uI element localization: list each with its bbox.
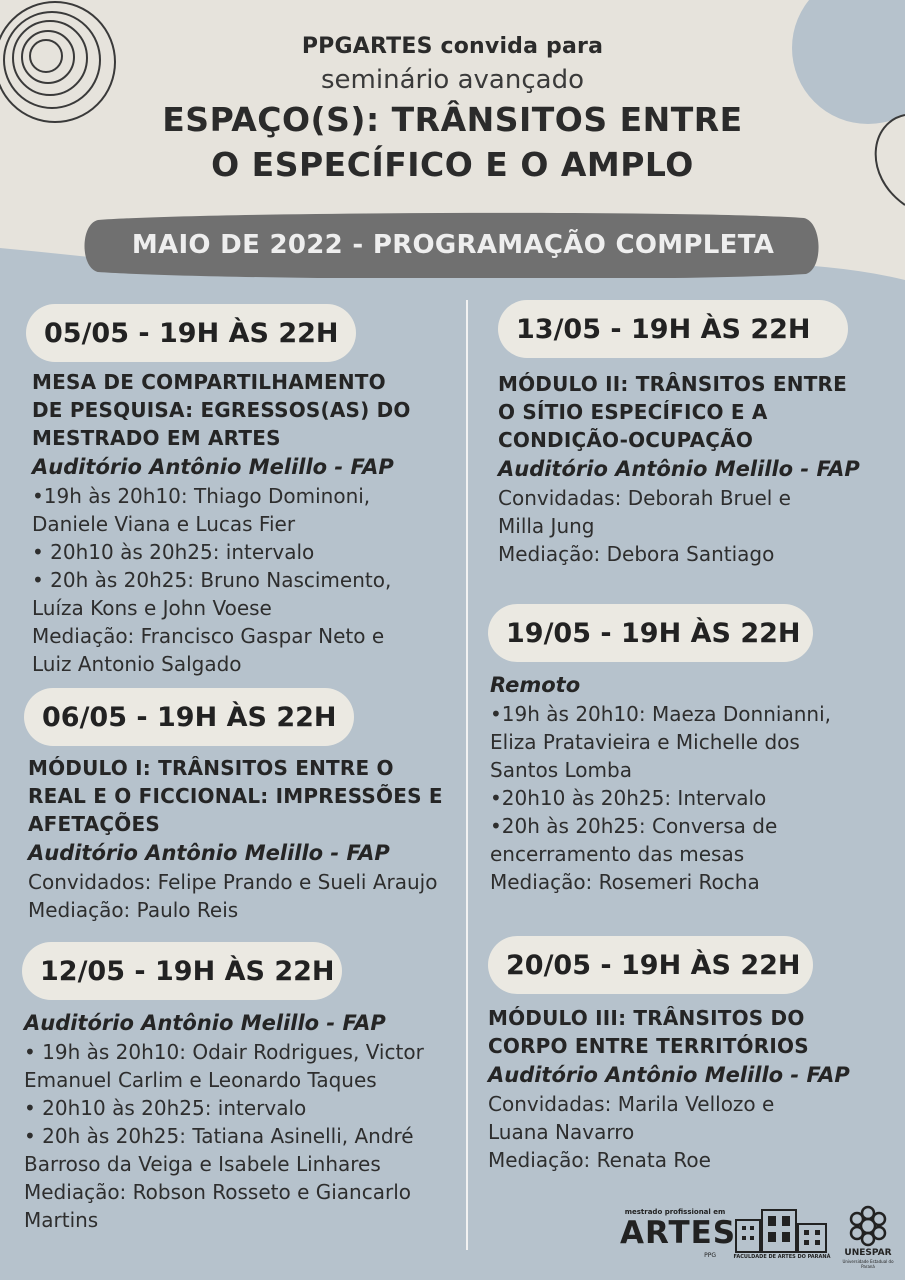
venue: Remoto — [490, 673, 581, 697]
ppgartes-logo — [620, 1208, 737, 1264]
fap-building-icon — [732, 1206, 832, 1254]
program-line: Convidados: Felipe Prando e Sueli Araujo — [28, 870, 438, 894]
program-line: Eliza Pratavieira e Michelle dos — [490, 730, 800, 754]
session-title: MÓDULO II: TRÂNSITOS ENTRE — [498, 372, 848, 396]
program-line: • 20h às 20h25: Bruno Nascimento, — [32, 568, 392, 592]
fap-logo — [732, 1206, 832, 1262]
program-line: Santos Lomba — [490, 758, 632, 782]
venue: Auditório Antônio Melillo - FAP — [488, 1063, 850, 1087]
program-line: •19h às 20h10: Maeza Donnianni, — [490, 702, 831, 726]
session-title: AFETAÇÕES — [28, 812, 160, 836]
banner-text: MAIO DE 2022 - PROGRAMAÇÃO COMPLETA — [131, 230, 775, 260]
artes-wordmark: ARTES — [620, 1215, 737, 1251]
date-label: 20/05 - 19H ÀS 22H — [506, 949, 801, 981]
program-line: •19h às 20h10: Thiago Dominoni, — [32, 484, 371, 508]
program-line: • 20h10 às 20h25: intervalo — [24, 1096, 307, 1120]
session-2005 — [488, 1004, 898, 1174]
venue: Auditório Antônio Melillo - FAP — [498, 457, 860, 481]
venue: Auditório Antônio Melillo - FAP — [24, 1011, 386, 1035]
date-pill-2005 — [488, 936, 813, 994]
event-title-line1: ESPAÇO(S): TRÂNSITOS ENTRE — [162, 100, 743, 139]
date-pill-1905 — [488, 604, 813, 662]
program-line: •20h10 às 20h25: Intervalo — [490, 786, 767, 810]
program-line: Luíza Kons e John Voese — [32, 596, 272, 620]
program-line: •20h às 20h25: Conversa de — [490, 814, 778, 838]
session-title: CONDIÇÃO-OCUPAÇÃO — [498, 428, 754, 452]
program-line: Luana Navarro — [488, 1120, 635, 1144]
program-line: Mediação: Renata Roe — [488, 1148, 711, 1172]
session-1905 — [490, 670, 900, 896]
date-label: 13/05 - 19H ÀS 22H — [516, 313, 811, 345]
date-label: 06/05 - 19H ÀS 22H — [42, 701, 337, 733]
session-title: O SÍTIO ESPECÍFICO E A — [498, 400, 768, 424]
session-title: MÓDULO I: TRÂNSITOS ENTRE O — [28, 756, 394, 780]
program-line: • 20h às 20h25: Tatiana Asinelli, André — [24, 1124, 414, 1148]
artes-caption: mestrado profissional em — [624, 1208, 726, 1216]
seminar-subtitle: seminário avançado — [321, 65, 584, 95]
program-line: Convidadas: Deborah Bruel e — [498, 486, 791, 510]
session-0605 — [28, 754, 464, 924]
logos-row — [620, 1200, 900, 1270]
venue: Auditório Antônio Melillo - FAP — [32, 455, 394, 479]
session-title: CORPO ENTRE TERRITÓRIOS — [488, 1034, 809, 1058]
unespar-logo — [842, 1204, 894, 1269]
date-pill-0505 — [26, 304, 356, 362]
program-line: Convidadas: Marila Vellozo e — [488, 1092, 775, 1116]
column-divider — [466, 300, 468, 1250]
program-line: • 19h às 20h10: Odair Rodrigues, Victor — [24, 1040, 424, 1064]
session-title: MESTRADO EM ARTES — [32, 426, 281, 450]
session-title: DE PESQUISA: EGRESSOS(AS) DO — [32, 398, 411, 422]
header — [0, 34, 905, 187]
program-line: Milla Jung — [498, 514, 595, 538]
session-0505 — [32, 368, 462, 678]
unespar-subtitle: Universidade Estadual do Paraná — [842, 1259, 894, 1269]
program-line: encerramento das mesas — [490, 842, 745, 866]
event-title — [0, 97, 905, 187]
date-pill-1305 — [498, 300, 848, 358]
program-line: Mediação: Francisco Gaspar Neto e — [32, 624, 385, 648]
session-title: REAL E O FICCIONAL: IMPRESSÕES E — [28, 784, 443, 808]
program-line: Barroso da Veiga e Isabele Linhares — [24, 1152, 381, 1176]
program-line: Mediação: Robson Rosseto e Giancarlo — [24, 1180, 412, 1204]
date-pill-0605 — [24, 688, 354, 746]
program-line: Luiz Antonio Salgado — [32, 652, 242, 676]
session-title: MESA DE COMPARTILHAMENTO — [32, 370, 386, 394]
program-banner — [84, 212, 822, 278]
invite-text: PPGARTES convida para — [301, 34, 604, 59]
date-label: 19/05 - 19H ÀS 22H — [506, 617, 801, 649]
venue: Auditório Antônio Melillo - FAP — [28, 841, 390, 865]
program-line: Daniele Viana e Lucas Fier — [32, 512, 296, 536]
event-title-line2: O ESPECÍFICO E O AMPLO — [211, 145, 694, 184]
program-line: Martins — [24, 1208, 99, 1232]
date-label: 12/05 - 19H ÀS 22H — [40, 955, 335, 987]
session-title: MÓDULO III: TRÂNSITOS DO — [488, 1006, 805, 1030]
program-line: Mediação: Debora Santiago — [498, 542, 775, 566]
unespar-name: UNESPAR — [844, 1248, 892, 1258]
program-line: • 20h10 às 20h25: intervalo — [32, 540, 315, 564]
date-pill-1205 — [22, 942, 342, 1000]
program-line: Mediação: Paulo Reis — [28, 898, 239, 922]
fap-caption: FACULDADE DE ARTES DO PARANÁ — [733, 1254, 831, 1260]
date-label: 05/05 - 19H ÀS 22H — [44, 317, 339, 349]
program-line: Emanuel Carlim e Leonardo Taques — [24, 1068, 377, 1092]
program-line: Mediação: Rosemeri Rocha — [490, 870, 760, 894]
artes-ppg: PPG — [704, 1252, 716, 1259]
session-1305 — [498, 370, 898, 568]
unespar-emblem-icon — [842, 1204, 894, 1248]
session-1205 — [24, 1008, 464, 1234]
